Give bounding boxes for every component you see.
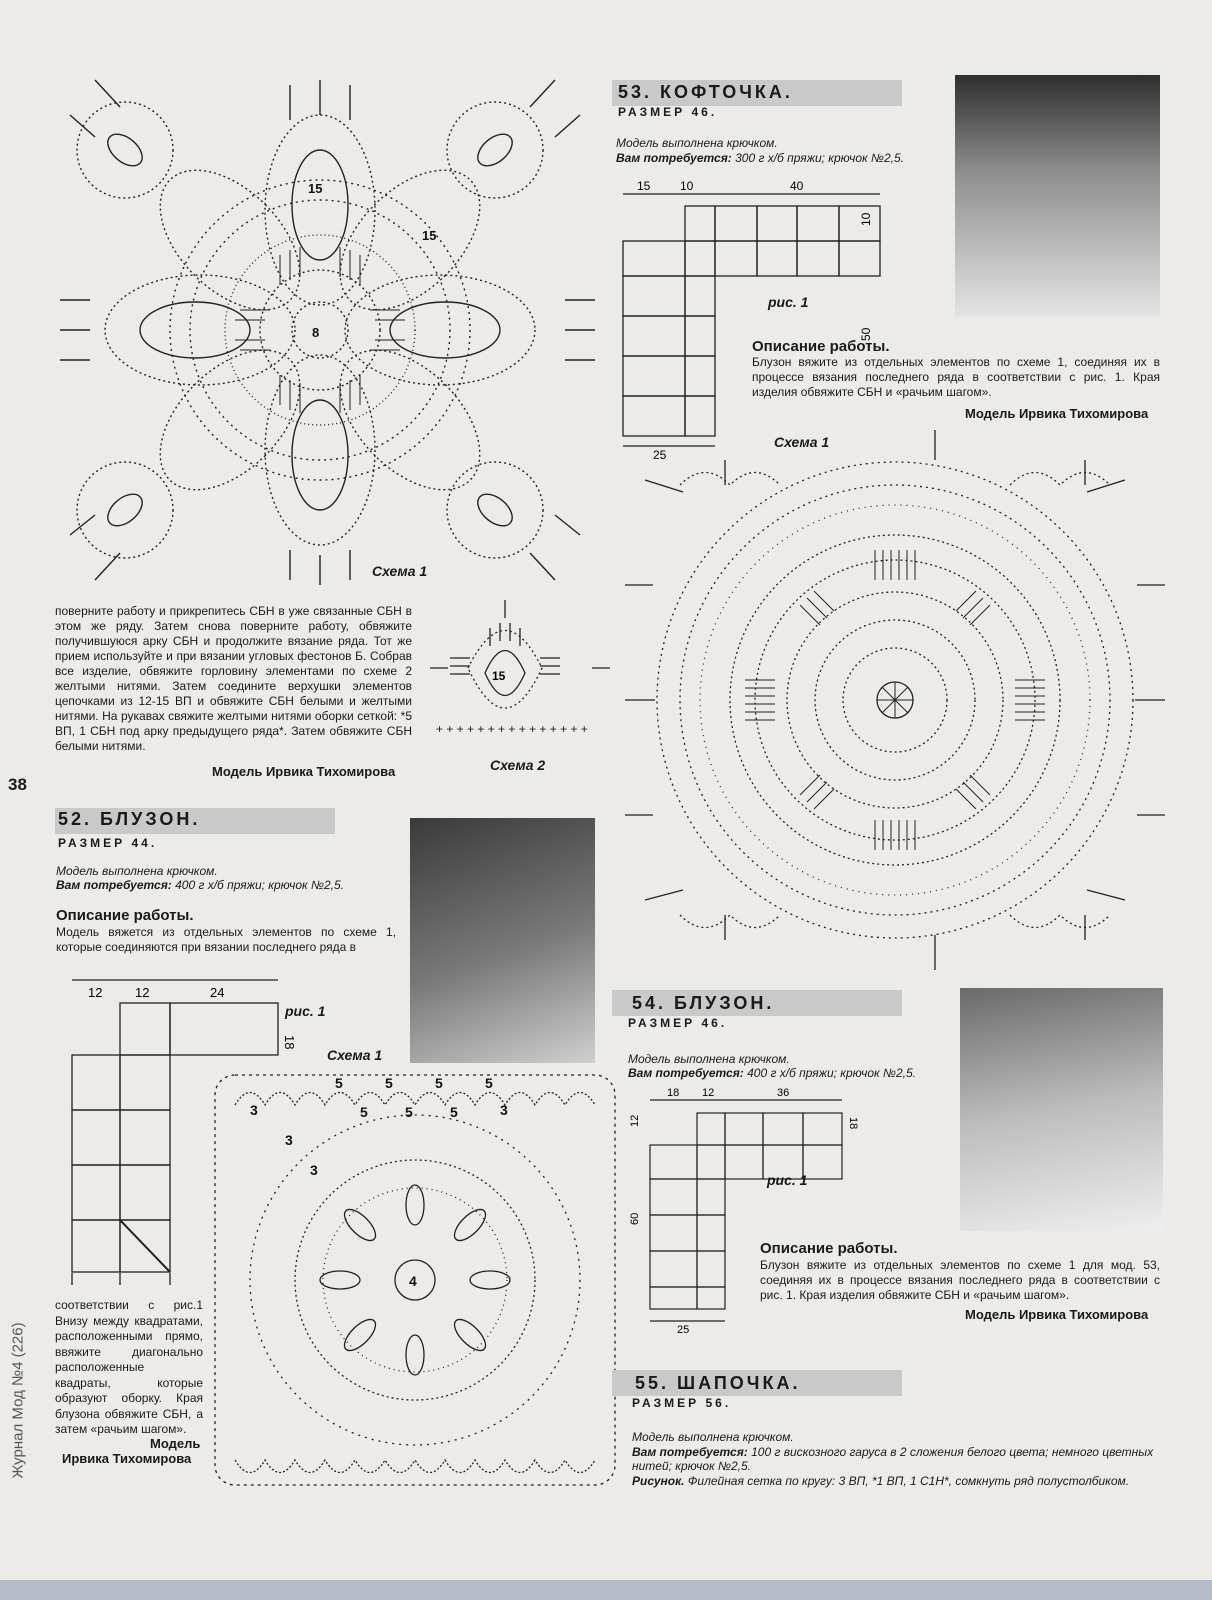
model-54-photo <box>960 988 1163 1231</box>
model-53-signature: Модель Ирвика Тихомирова <box>965 406 1149 421</box>
top-left-scheme-1 <box>50 75 605 595</box>
model-54-fig-label: рис. 1 <box>767 1172 808 1188</box>
scheme-mark: 5 <box>360 1104 368 1120</box>
model-52-signature-2: Ирвика Тихомирова <box>62 1451 192 1466</box>
model-54-title: 54. БЛУЗОН. <box>632 993 775 1013</box>
scheme-mark: 3 <box>310 1162 318 1178</box>
dim-label: 12 <box>702 1087 715 1099</box>
need-label: Вам потребуется: <box>56 878 172 892</box>
model-52-photo <box>410 818 595 1063</box>
model-53-size: РАЗМЕР 46. <box>618 105 718 119</box>
model-53-desc-text: Блузон вяжите из отдельных элементов по схеме 1, соединяя их в процессе вязания последнего ряда в соответствии с рис. 1. Края изделия обвяжите СБН и «рачьим шагом». <box>752 355 1160 399</box>
dim-label: 18 <box>667 1087 680 1099</box>
scheme-mark: 3 <box>250 1102 258 1118</box>
dim-label: 10 <box>859 212 873 226</box>
need-text: 400 г х/б пряжи; крючок №2,5. <box>175 878 345 892</box>
model-52-fig-label: рис. 1 <box>285 1003 326 1019</box>
model-55-materials <box>632 1445 1162 1473</box>
dim-label: 36 <box>777 1087 790 1099</box>
model-52-title: 52. БЛУЗОН. <box>58 809 201 829</box>
dim-label: 50 <box>859 327 873 341</box>
model-55-pattern <box>632 1474 1172 1488</box>
dim-label: 12 <box>135 985 150 1000</box>
dim-label: 40 <box>790 179 804 193</box>
model-53-photo <box>955 75 1160 317</box>
top-left-signature: Модель Ирвика Тихомирова <box>212 764 396 779</box>
dim-label: 25 <box>653 448 667 462</box>
model-54-signature: Модель Ирвика Тихомирова <box>965 1307 1149 1322</box>
scheme-mark: 5 <box>435 1075 443 1091</box>
dim-label: 12 <box>88 985 103 1000</box>
model-52-scheme-1 <box>205 1065 625 1495</box>
scheme-mark: 5 <box>485 1075 493 1091</box>
scheme-2-caption: Схема 2 <box>490 757 546 773</box>
pattern-text: Филейная сетка по кругу: 3 ВП, *1 ВП, 1 С1Н*, сомкнуть ряд полустолбиком. <box>687 1474 1130 1488</box>
model-55-technique: Модель выполнена крючком. <box>632 1430 794 1444</box>
dim-label: 18 <box>282 1035 297 1050</box>
model-53-desc-title: Описание работы. <box>752 338 890 355</box>
model-54-size: РАЗМЕР 46. <box>628 1016 728 1030</box>
dim-label: 10 <box>680 179 694 193</box>
model-53-fig-label: рис. 1 <box>768 294 809 310</box>
pattern-label: Рисунок. <box>632 1474 685 1488</box>
scheme-mark: 3 <box>500 1102 508 1118</box>
scheme-center-number: 8 <box>312 325 320 340</box>
model-53-technique: Модель выполнена крючком. <box>616 136 778 150</box>
need-text: 100 г вискозного гаруса в 2 сложения белого цвета; немного цветных нитей; крючок №2,5. <box>632 1445 1154 1473</box>
need-label: Вам потребуется: <box>632 1445 748 1459</box>
model-52-scheme-caption: Схема 1 <box>327 1047 383 1063</box>
scheme-2-stitch-row: + + + + + + + + + + + + + + + <box>436 722 588 736</box>
scheme-mark: 3 <box>285 1132 293 1148</box>
top-left-scheme-1-caption: Схема 1 <box>372 563 428 579</box>
model-53-materials <box>616 151 936 165</box>
dim-label: 25 <box>677 1324 690 1336</box>
model-52-size: РАЗМЕР 44. <box>58 836 158 850</box>
need-label: Вам потребуется: <box>628 1066 744 1080</box>
need-label: Вам потребуется: <box>616 151 732 165</box>
model-54-desc-text: Блузон вяжите из отдельных элементов по схеме 1 для мод. 53, соединяя их в процессе вязания последнего ряда в соответствии с рис. 1. Края изделия обвяжите СБН и «рачьим шагом». <box>760 1258 1160 1302</box>
scheme-mark: 5 <box>335 1075 343 1091</box>
model-53-scheme-1 <box>625 430 1165 970</box>
model-54-desc-title: Описание работы. <box>760 1240 898 1257</box>
dim-label: 24 <box>210 985 225 1000</box>
dim-label: 12 <box>629 1114 641 1127</box>
need-text: 300 г х/б пряжи; крючок №2,5. <box>735 151 905 165</box>
page-number: 38 <box>8 775 27 794</box>
page-bottom-edge <box>0 1580 1212 1600</box>
scheme-2-number: 15 <box>492 669 506 683</box>
magazine-side-label: Журнал Мод №4 (226) <box>9 1322 27 1479</box>
model-55-title: 55. ШАПОЧКА. <box>635 1373 801 1393</box>
scheme-mark: 5 <box>405 1104 413 1120</box>
model-52-signature-1: Модель <box>150 1436 201 1451</box>
scheme-petal-number: 15 <box>422 228 437 243</box>
model-54-materials <box>628 1066 958 1080</box>
model-54-technique: Модель выполнена крючком. <box>628 1052 790 1066</box>
scheme-center-number: 4 <box>409 1273 417 1289</box>
model-52-desc-title: Описание работы. <box>56 907 194 924</box>
dim-label: 15 <box>637 179 651 193</box>
scheme-mark: 5 <box>450 1104 458 1120</box>
model-52-continuation: соответствии с рис.1 Внизу между квадратами, расположенными прямо, ввяжите диагонально расположенные квадраты, которые образуют оборку. Края блузона обвяжите СБН, а затем «рачьим шагом». <box>55 1298 203 1436</box>
model-53-figure-1 <box>615 176 895 466</box>
continuation-text: поверните работу и прикрепитесь СБН в уже связанные СБН в этом же ряду. Затем снова поверните работу, обвяжите получившуюся арку СБН и продолжите вязание ряда. Тот же прием используйте и при вязании угловых фестонов Б. Собрав все изделие, обвяжите горловину элементами по схеме 2 желтыми нитями. Затем соедините верхушки элементов цепочками из 12-15 ВП и обвяжите СБН белыми и желтыми нитями. На рукавах свяжите желтыми нитями оборки сеткой: *5 ВП, 1 СБН под арку предыдущего ряда*. Затем обвяжите СБН белыми нитями. <box>55 604 412 753</box>
model-55-size: РАЗМЕР 56. <box>632 1396 732 1410</box>
dim-label: 60 <box>629 1212 641 1225</box>
model-53-title: 53. КОФТОЧКА. <box>618 82 793 102</box>
model-53-scheme-caption: Схема 1 <box>774 434 830 450</box>
scheme-2 <box>430 598 610 748</box>
scheme-mark: 5 <box>385 1075 393 1091</box>
dim-label: 18 <box>847 1117 859 1130</box>
scheme-petal-number: 15 <box>308 181 323 196</box>
model-52-desc-text: Модель вяжется из отдельных элементов по схеме 1, которые соединяются при вязании последнего ряда в <box>56 925 396 954</box>
model-52-materials <box>56 878 396 892</box>
need-text: 400 г х/б пряжи; крючок №2,5. <box>747 1066 917 1080</box>
model-52-technique: Модель выполнена крючком. <box>56 864 218 878</box>
